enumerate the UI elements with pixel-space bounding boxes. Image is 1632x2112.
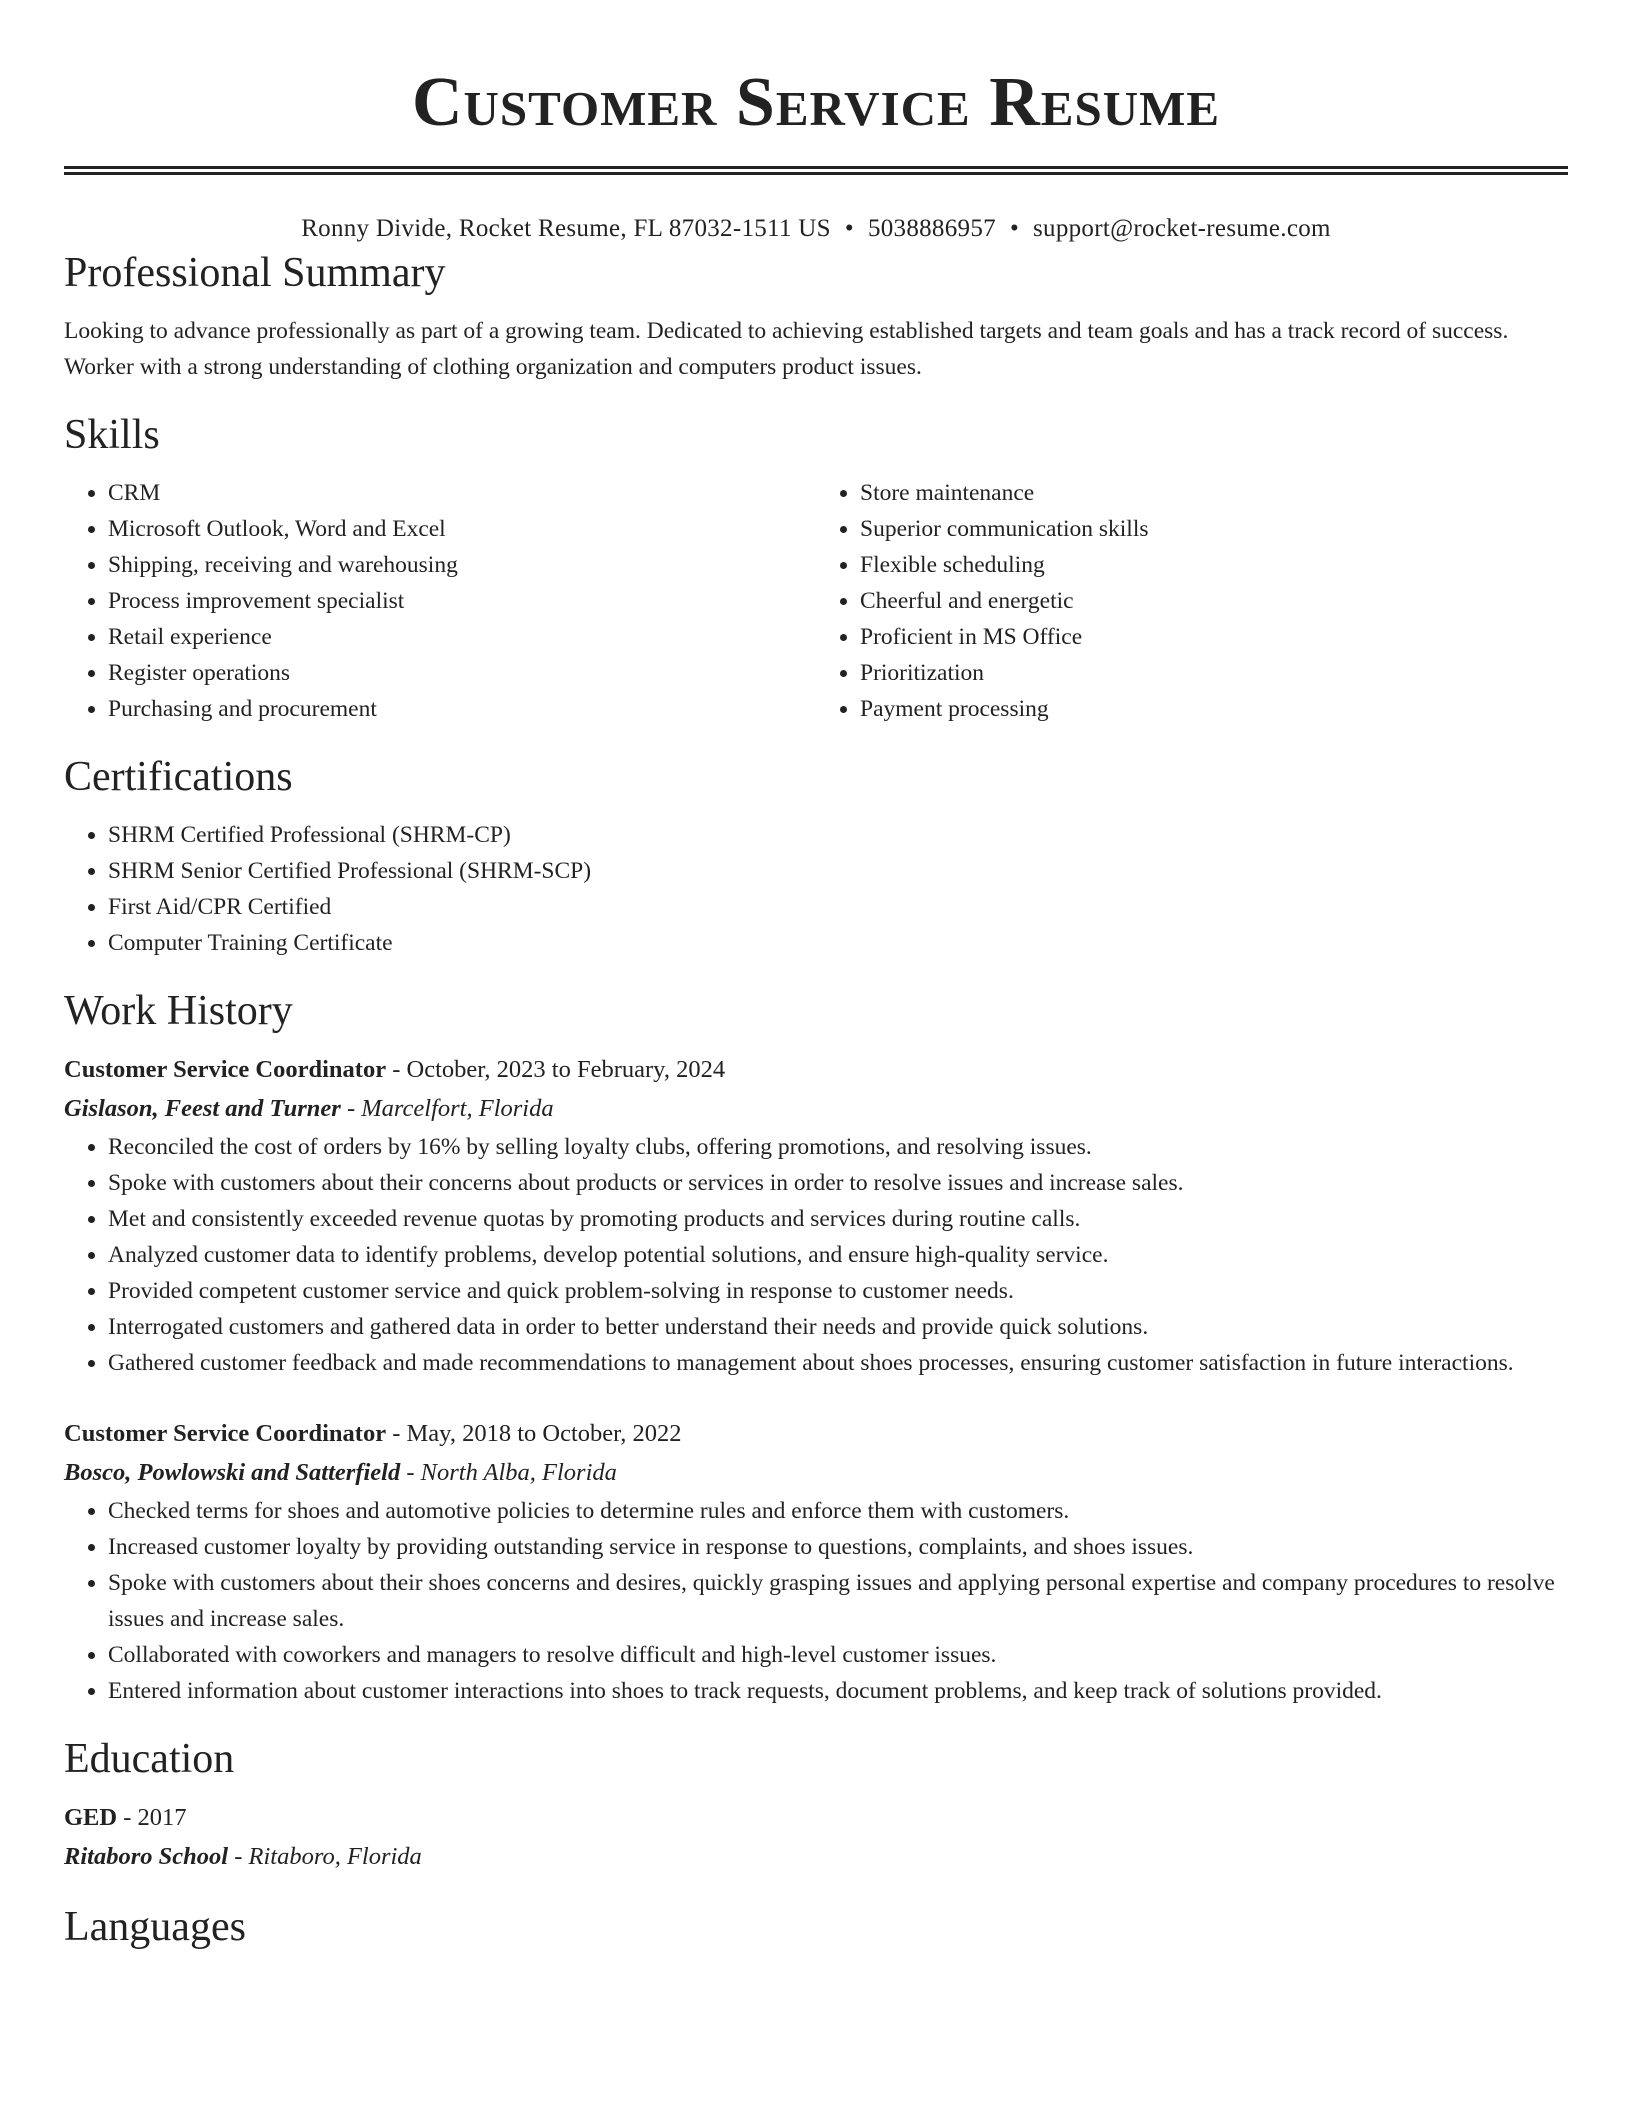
- work-history-heading: Work History: [64, 988, 293, 1034]
- skill-item: • CRM: [108, 475, 816, 511]
- education-degree-line: [64, 1799, 1568, 1837]
- education-heading: Education: [64, 1736, 235, 1782]
- job-dates: May, 2018 to October, 2022: [406, 1420, 682, 1447]
- job-dates: October, 2023 to February, 2024: [406, 1056, 726, 1083]
- job-duty: • Gathered customer feedback and made recommendations to management about shoes processes, ensuring customer satisfaction in future interactions.: [108, 1345, 1568, 1381]
- job-duty: • Collaborated with coworkers and managers to resolve difficult and high-level customer issues.: [108, 1637, 1568, 1673]
- job-entry: [64, 1415, 1568, 1709]
- job-duty: • Spoke with customers about their concerns about products or services in order to resolve issues and increase sales.: [108, 1165, 1568, 1201]
- education-section: [64, 1733, 1568, 1877]
- skill-item: • Purchasing and procurement: [108, 691, 816, 727]
- job-duty: • Analyzed customer data to identify problems, develop potential solutions, and ensure high-quality service.: [108, 1237, 1568, 1273]
- job-company: Gislason, Feest and Turner: [64, 1095, 341, 1122]
- skill-item: • Flexible scheduling: [860, 547, 1568, 583]
- certifications-list: [64, 817, 1568, 961]
- skill-item: • Payment processing: [860, 691, 1568, 727]
- job-header: [64, 1051, 1568, 1089]
- skill-item: • Retail experience: [108, 619, 816, 655]
- job-dash: -: [386, 1420, 407, 1447]
- job-duty: • Met and consistently exceeded revenue quotas by promoting products and services during routine calls.: [108, 1201, 1568, 1237]
- certification-item: • First Aid/CPR Certified: [108, 889, 1568, 925]
- skills-right-column: [816, 475, 1568, 727]
- skill-item: • Store maintenance: [860, 475, 1568, 511]
- skills-right-list: [816, 475, 1568, 727]
- education-school: Ritaboro School: [64, 1843, 229, 1870]
- job-role: Customer Service Coordinator: [64, 1056, 387, 1083]
- contact-separator: •: [1009, 215, 1019, 242]
- job-duties-list: [64, 1493, 1568, 1709]
- languages-heading: Languages: [64, 1904, 246, 1950]
- certifications-section: [64, 751, 1568, 961]
- job-location: North Alba, Florida: [420, 1459, 617, 1486]
- education-dash: -: [228, 1843, 249, 1870]
- certifications-heading: Certifications: [64, 754, 293, 800]
- contact-line: [64, 211, 1568, 247]
- resume-title: Customer Service Resume: [411, 64, 1221, 141]
- summary-heading: Professional Summary: [64, 250, 446, 296]
- job-duty: • Interrogated customers and gathered data in order to better understand their needs and provide quick solutions.: [108, 1309, 1568, 1345]
- job-duties-list: [64, 1129, 1568, 1381]
- contact-email: support@rocket-resume.com: [1033, 215, 1331, 242]
- skills-left-column: [64, 475, 816, 727]
- skill-item: • Superior communication skills: [860, 511, 1568, 547]
- summary-text: Looking to advance professionally as part of a growing team. Dedicated to achieving established targets and team goals and has a track record of success. Worker with a strong understanding of clothing organization and computers product issues.: [64, 318, 1509, 380]
- education-year: 2017: [137, 1804, 187, 1831]
- title-double-rule: [64, 166, 1568, 175]
- education-location: Ritaboro, Florida: [248, 1843, 422, 1870]
- job-company-line: [64, 1453, 1568, 1493]
- skill-item: • Microsoft Outlook, Word and Excel: [108, 511, 816, 547]
- job-company-line: [64, 1089, 1568, 1129]
- skills-columns: [64, 475, 1568, 727]
- skill-item: • Proficient in MS Office: [860, 619, 1568, 655]
- skill-item: • Process improvement specialist: [108, 583, 816, 619]
- job-location: Marcelfort, Florida: [361, 1095, 554, 1122]
- education-degree: GED: [64, 1804, 118, 1831]
- job-dash: -: [340, 1095, 362, 1122]
- certification-item: • SHRM Certified Professional (SHRM-CP): [108, 817, 1568, 853]
- job-duty: • Reconciled the cost of orders by 16% by selling loyalty clubs, offering promotions, and resolving issues.: [108, 1129, 1568, 1165]
- work-history-section: [64, 985, 1568, 1709]
- contact-phone: 5038886957: [867, 215, 996, 242]
- job-duty: • Checked terms for shoes and automotive policies to determine rules and enforce them with customers.: [108, 1493, 1568, 1529]
- languages-section: [64, 1901, 1568, 1953]
- skill-item: • Cheerful and energetic: [860, 583, 1568, 619]
- summary-section: [64, 247, 1568, 385]
- job-duty: • Entered information about customer interactions into shoes to track requests, document problems, and keep track of solutions provided.: [108, 1673, 1568, 1709]
- skill-item: • Shipping, receiving and warehousing: [108, 547, 816, 583]
- certification-item: • SHRM Senior Certified Professional (SHRM-SCP): [108, 853, 1568, 889]
- job-dash: -: [386, 1056, 407, 1083]
- certification-item: • Computer Training Certificate: [108, 925, 1568, 961]
- job-duty: • Provided competent customer service and quick problem-solving in response to customer needs.: [108, 1273, 1568, 1309]
- job-dash: -: [400, 1459, 421, 1486]
- job-role: Customer Service Coordinator: [64, 1420, 387, 1447]
- skills-heading: Skills: [64, 412, 160, 458]
- job-company: Bosco, Powlowski and Satterfield: [64, 1459, 401, 1486]
- job-entry: [64, 1051, 1568, 1381]
- job-header: [64, 1415, 1568, 1453]
- job-duty: • Spoke with customers about their shoes concerns and desires, quickly grasping issues and applying personal expertise and company procedures to resolve issues and increase sales.: [108, 1565, 1568, 1637]
- education-school-line: [64, 1837, 1568, 1877]
- contact-address: Ronny Divide, Rocket Resume, FL 87032-1511 US: [301, 215, 831, 242]
- skill-item: • Register operations: [108, 655, 816, 691]
- education-dash: -: [117, 1804, 138, 1831]
- skills-left-list: [64, 475, 816, 727]
- skills-section: [64, 409, 1568, 727]
- skill-item: • Prioritization: [860, 655, 1568, 691]
- job-duty: • Increased customer loyalty by providing outstanding service in response to questions, complaints, and shoes issues.: [108, 1529, 1568, 1565]
- contact-separator: •: [844, 215, 854, 242]
